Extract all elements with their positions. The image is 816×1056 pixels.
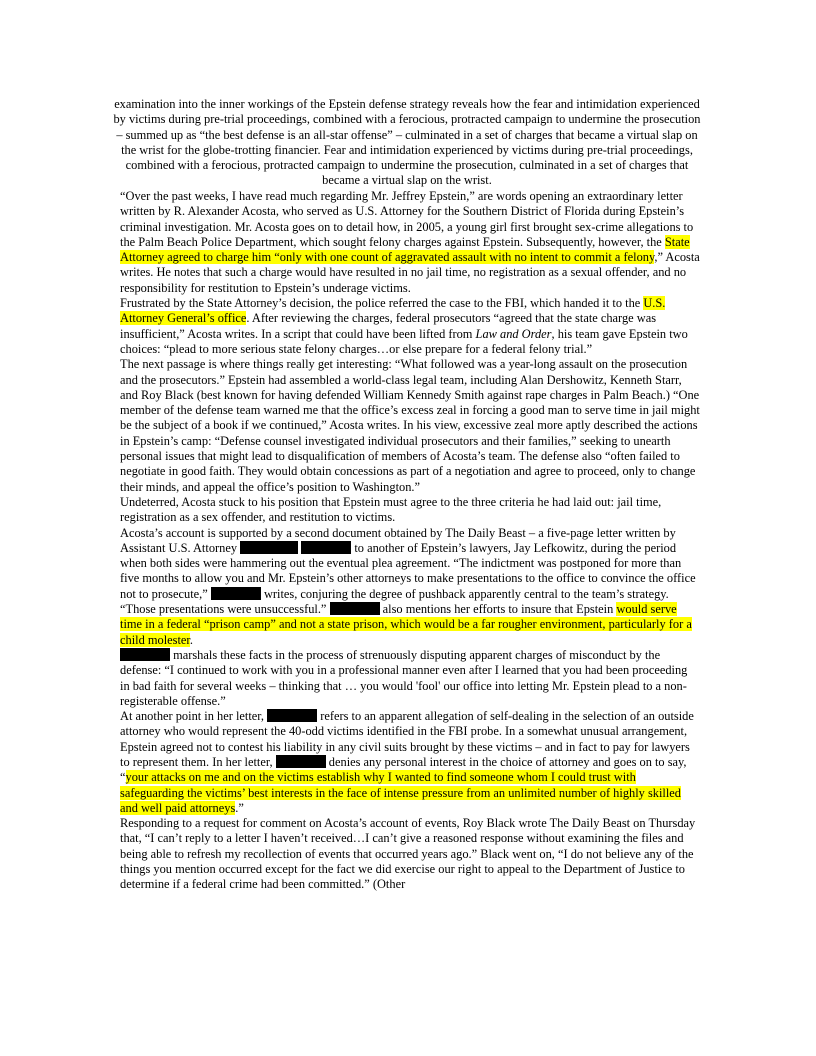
text-segment: . bbox=[189, 632, 193, 647]
text-segment: .” bbox=[235, 800, 244, 815]
text-segment: to another of Epstein’s lawyers, Jay Lefkowitz, during the period when both sides were hammering out the eventual plea agreement. “The indictment was postponed for more than five months to allow you and Mr. Epstein’s other attorneys to make presentations to the office to convince the office not to prosecute,” bbox=[120, 540, 696, 601]
redaction-block bbox=[240, 541, 298, 554]
intro-paragraph: examination into the inner workings of the Epstein defense strategy reveals how the fear and intimidation experienced by victims during pre-trial proceedings, combined with a ferocious, protracted campaign to undermine the prosecution – summed up as “the best defense is an all-star offense” – culminated in a set of charges that became a virtual slap on the wrist for the globe-trotting financier. Fear and intimidation experienced by victims during pre-trial proceedings, combined with a ferocious, protracted campaign to undermine the prosecution, culminated in a set of charges that became a virtual slap on the wrist. bbox=[113, 97, 701, 188]
highlighted-text: your attacks on me and on the victims establish why I wanted to find someone whom I could trust with safeguarding the victims’ best interests in the face of intense pressure from an unlimited number of highly skilled and well paid attorneys bbox=[120, 770, 681, 815]
redaction-block bbox=[301, 541, 351, 554]
article-body bbox=[120, 189, 700, 893]
redaction-block bbox=[267, 709, 317, 722]
redaction-block bbox=[120, 648, 170, 661]
redaction-block bbox=[211, 587, 261, 600]
italic-title: Law and Order bbox=[475, 326, 552, 341]
paragraph-second-document bbox=[120, 526, 700, 648]
paragraph-undeterred: Undeterred, Acosta stuck to his position that Epstein must agree to the three criteria he had laid out: jail time, registration as a sex offender, and restitution to victims. bbox=[120, 494, 662, 525]
highlighted-text: State Attorney agreed to charge him “only with one count of aggravated assault with no intent to commit a felony bbox=[120, 234, 690, 265]
text-segment: “Over the past weeks, I have read much regarding Mr. Jeffrey Epstein,” are words opening an extraordinary letter written by R. Alexander Acosta, who served as U.S. Attorney for the Southern District of Florida during Epstein’s criminal investigation. Mr. Acosta goes on to detail how, in 2005, a young girl first brought sex-crime allegations to the Palm Beach Police Department, which sought felony charges against Epstein. Subsequently, however, the bbox=[120, 189, 694, 249]
text-segment: At another point in her letter, bbox=[120, 709, 268, 724]
redaction-block bbox=[330, 602, 380, 615]
text-segment: marshals these facts in the process of strenuously disputing apparent charges of misconduct by the defense: “I continued to work with you in a professional manner even after I learned that you had been proceeding in bad faith for several weeks – thinking that … you would 'fool' our office into letting Mr. Epstein plead to a non-registerable offense.” bbox=[120, 647, 688, 708]
paragraph-marshals-facts bbox=[120, 648, 700, 709]
paragraph-acosta-letter bbox=[120, 189, 700, 296]
paragraph-self-dealing bbox=[120, 709, 700, 816]
paragraph-state-attorney bbox=[120, 296, 700, 357]
text-segment: , his team gave Epstein two choices: “plead to more serious state felony charges…or else prepare for a federal felony trial.” bbox=[120, 326, 688, 356]
redaction-block bbox=[276, 755, 326, 768]
text-segment: refers to an apparent allegation of self-dealing in the selection of an outside attorney who would represent the 40-odd victims identified in the FBI probe. In a somewhat unusual arrangement, Epstein agreed not to contest his liability in any civil suits brought by these victims – and in fact to pay for lawyers to represent them. In her letter, bbox=[120, 709, 694, 769]
text-segment: Frustrated by the State Attorney’s decision, the police referred the case to the FBI, which handed it to the bbox=[120, 296, 644, 311]
text-segment: writes, conjuring the degree of pushback apparently central to the team’s strategy. “Those presentations were unsuccessful.” bbox=[120, 586, 669, 617]
text-segment: . After reviewing the charges, federal prosecutors “agreed that the state charge was insufficient,” Acosta writes. In a script that could have been lifted from bbox=[120, 311, 657, 341]
highlighted-text: would serve time in a federal “prison camp” and not a state prison, which would be a far rougher environment, particularly for a child molester bbox=[120, 602, 692, 647]
highlighted-text: U.S. Attorney General’s office bbox=[120, 296, 666, 326]
text-segment: ,” Acosta writes. He notes that such a charge would have resulted in no jail time, no registration as a sexual offender, and no responsibility for restitution to Epstein’s underage victims. bbox=[120, 250, 700, 295]
paragraph-roy-black-response: Responding to a request for comment on Acosta’s account of events, Roy Black wrote The Daily Beast on Thursday that, “I can’t reply to a letter I haven’t received…I can’t give a reasoned response without examining the files and being able to refresh my recollection of events that occurred years ago.” Black went on, “I do not believe any of the things you mention occurred except for the fact we did exercise our right to appeal to the Department of Justice to determine if a federal crime had been committed.” (Other bbox=[120, 816, 696, 892]
text-segment: Acosta’s account is supported by a second document obtained by The Daily Beast – a five-page letter written by Assistant U.S. Attorney bbox=[120, 525, 676, 555]
text-segment: also mentions her efforts to insure that Epstein bbox=[379, 602, 617, 617]
text-segment: denies any personal interest in the choice of attorney and goes on to say, “ bbox=[120, 754, 687, 785]
paragraph-defense-assault: The next passage is where things really get interesting: “What followed was a year-long assault on the prosecution and the prosecutors.” Epstein had assembled a world-class legal team, including Alan Dershowitz, Kenneth Starr, and Roy Black (best known for having defended William Kennedy Smith against rape charges in Palm Beach.) “One member of the defense team warned me that the office’s excess zeal in forcing a good man to serve time in jail might be the subject of a book if we continued,” Acosta writes. In his view, excessive zeal more aptly described the actions in Epstein’s camp: “Defense counsel investigated individual prosecutors and their families,” seeking to unearth personal issues that might lead to disqualification of members of Acosta’s team. The defense also “often failed to negotiate in good faith. They would obtain concessions as part of a negotiation and agree to proceed, only to change their minds, and appeal the office’s position to Washington.” bbox=[120, 357, 700, 494]
